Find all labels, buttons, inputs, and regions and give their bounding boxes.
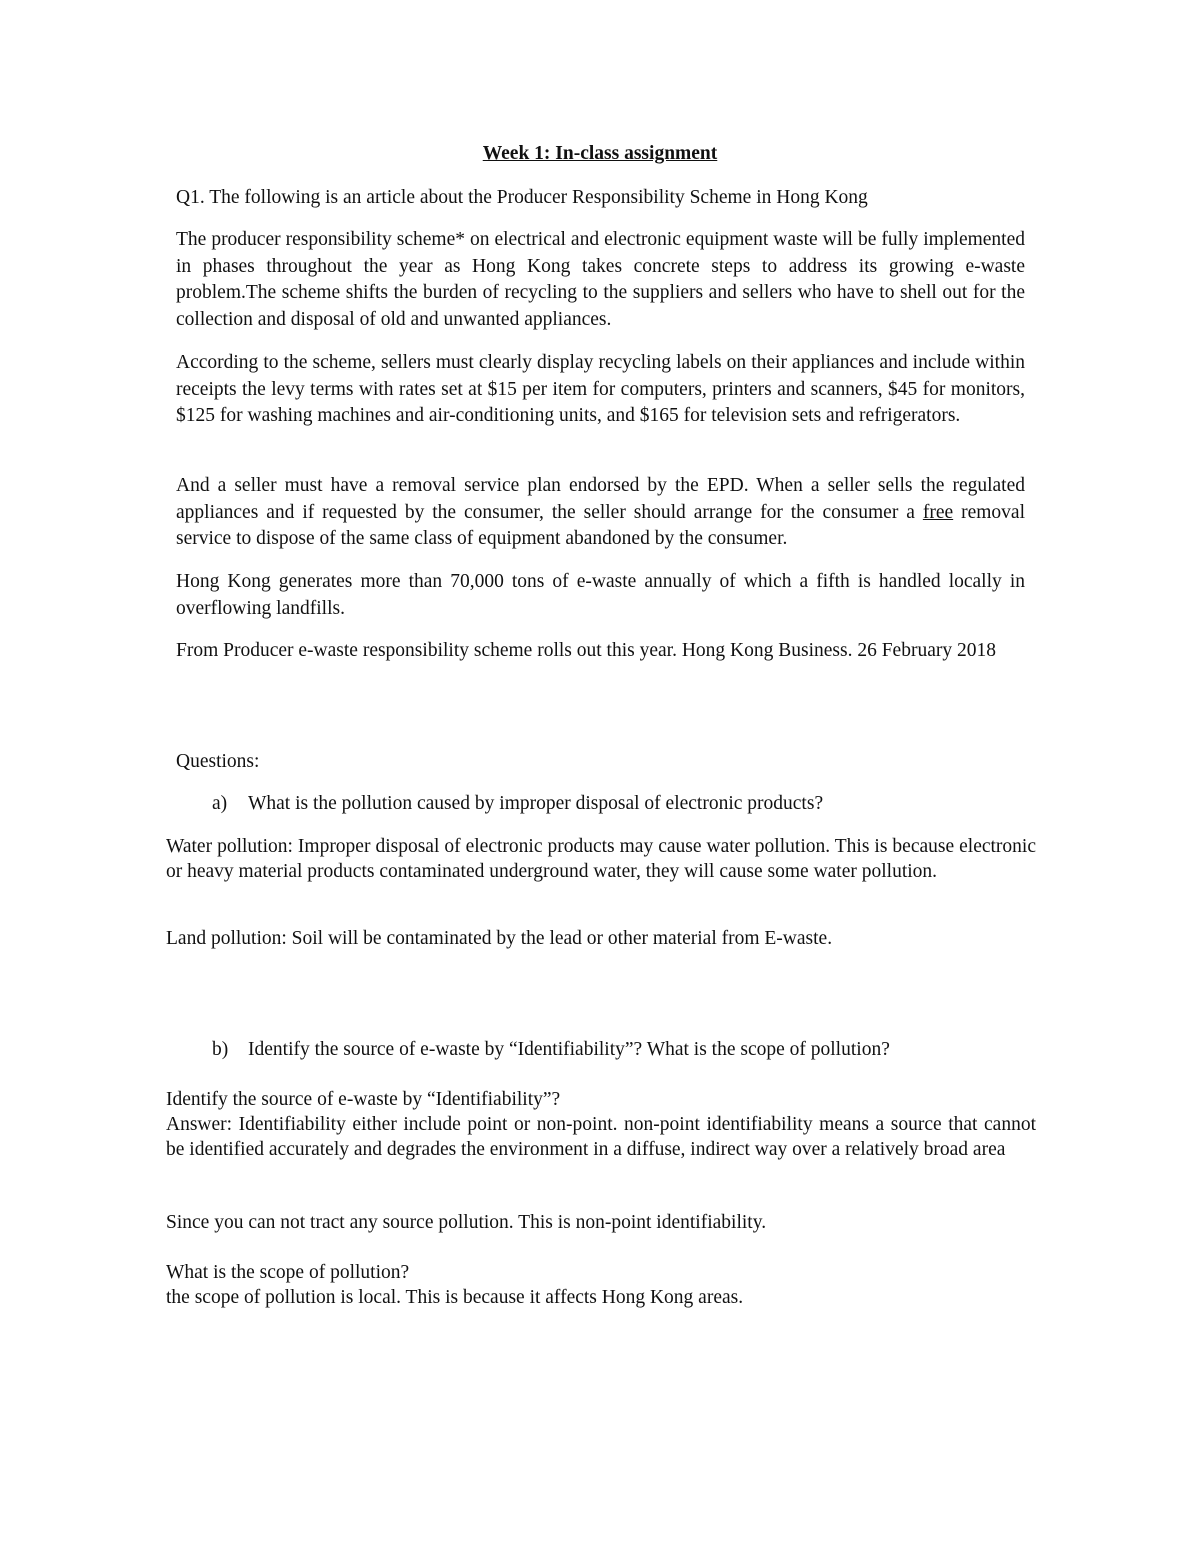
- answer-a-land-pollution: Land pollution: Soil will be contaminated by the lead or other material from E-waste.: [166, 928, 833, 949]
- answer-b-conclusion: Since you can not tract any source pollution. This is non-point identifiability.: [166, 1212, 767, 1233]
- article-paragraph-4: Hong Kong generates more than 70,000 tons of e-waste annually of which a fifth is handled locally in overflowing landfills.: [176, 571, 1025, 619]
- question-a-text: What is the pollution caused by improper disposal of electronic products?: [248, 793, 824, 814]
- question-a-label: a): [212, 793, 228, 814]
- article-paragraph-3-start: And a seller must have a removal service plan endorsed by the EPD. When a seller sells the regulated appliances and if requested by the consumer, the seller should arrange for the consumer a: [176, 475, 1025, 523]
- answer-b-subquestion-1: Identify the source of e-waste by “Identifiability”?: [166, 1089, 561, 1110]
- question-b-text: Identify the source of e-waste by “Identifiability”? What is the scope of pollution?: [248, 1039, 890, 1060]
- free-underlined-word: free: [922, 501, 954, 523]
- question-b: [212, 1037, 1032, 1063]
- answer-a-water-pollution: Water pollution: Improper disposal of electronic products may cause water pollution. This is because electronic or heavy material products contaminated underground water, they will cause some water pollution.: [166, 836, 1036, 882]
- answer-b-subquestion-2: What is the scope of pollution?: [166, 1262, 410, 1283]
- article-paragraph-3: [176, 473, 1025, 553]
- article-paragraph-3-end: removal service to dispose of the same class of equipment abandoned by the consumer.: [176, 501, 1025, 549]
- answer-b-identifiability: Answer: Identifiability either include point or non-point. non-point identifiability means a source that cannot be identified accurately and degrades the environment in a diffuse, indirect way over a relatively broad area: [166, 1114, 1036, 1160]
- question-b-label: b): [212, 1039, 229, 1060]
- q1-intro: Q1. The following is an article about the Producer Responsibility Scheme in Hong Kong: [176, 187, 868, 208]
- article-paragraph-1: The producer responsibility scheme* on electrical and electronic equipment waste will be fully implemented in phases throughout the year as Hong Kong takes concrete steps to address its growing e-waste problem.The scheme shifts the burden of recycling to the suppliers and sellers who have to shell out for the collection and disposal of old and unwanted appliances.: [176, 229, 1025, 330]
- article-paragraph-2: According to the scheme, sellers must clearly display recycling labels on their appliances and include within receipts the levy terms with rates set at $15 per item for computers, printers and scanners, $45 for monitors, $125 for washing machines and air-conditioning units, and $165 for television sets and refrigerators.: [176, 352, 1025, 426]
- question-a: [212, 791, 1032, 817]
- answer-b-scope: the scope of pollution is local. This is because it affects Hong Kong areas.: [166, 1287, 744, 1308]
- page-title: Week 1: In-class assignment: [482, 143, 718, 164]
- article-source: From Producer e-waste responsibility scheme rolls out this year. Hong Kong Business. 26 February 2018: [176, 640, 996, 661]
- questions-heading: Questions:: [176, 751, 260, 772]
